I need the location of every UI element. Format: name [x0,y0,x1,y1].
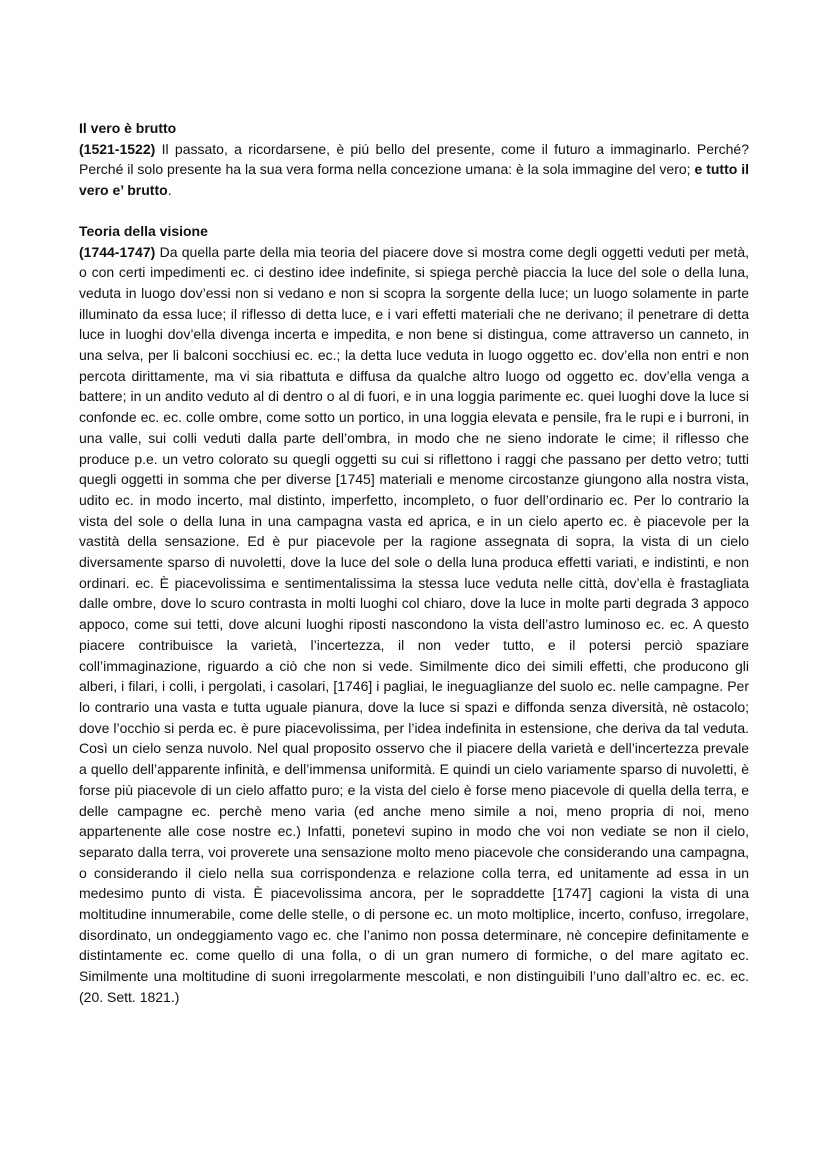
section-heading: Teoria della visione [79,222,208,239]
section-teoria-della-visione [79,221,749,1008]
paragraph-tail: . [167,182,172,199]
section-heading: Il vero è brutto [79,120,177,136]
section-paragraph [79,139,749,201]
page-reference: (1521-1522) [79,140,156,157]
emphasis-text: e tutto il vero e’ brutto [79,161,749,199]
paragraph-text: Il passato, a ricordarsene, è piú bello del presente, come il futuro a immaginarlo. Perché? Perché il solo presente ha la sua vera forma nella concezione umana: è la sola immagine del vero; [79,140,749,178]
document-page [79,118,749,1028]
paragraph-text: Da quella parte della mia teoria del piacere dove si mostra come degli oggetti veduti per metà, o con certi impedimenti ec. ci destino idee indefinite, si spiega perchè piaccia la luce del sole o della luna, veduta in luogo dov’essi non si vedano e non si scopra la sorgente della luce; un luogo solamente in parte illuminato da essa luce; il riflesso di detta luce, e i vari effetti materiali che ne derivano; il penetrare di detta luce in luoghi dov’ella divenga incerta e impedita, e non bene si distingua, come attraverso un canneto, in una selva, per li balconi socchiusi ec. ec.; la detta luce veduta in luogo oggetto ec. dov’ella non entri e non percota dirittamente, ma vi sia ribattuta e diffusa da qualche altro luogo od oggetto ec. dov’ella venga a battere; in un andito veduto al di dentro o al di fuori, e in una loggia parimente ec. quei luoghi dove la luce si confonde ec. ec. colle ombre, come sotto un portico, in una loggia elevata e pensile, fra le rupi e i burroni, in una valle, sui colli veduti dalla parte dell’ombra, in modo che ne sieno indorate le cime; il riflesso che produce p.e. un vetro colorato su quegli oggetti su cui si riflettono i raggi che passano per detto vetro; tutti quegli oggetti in somma che per diverse [1745] materiali e menome circostanze giungono alla nostra vista, udito ec. in modo incerto, mal distinto, imperfetto, incompleto, o fuor dell’ordinario ec. Per lo contrario la vista del sole o della luna in una campagna vasta ed aprica, e in un cielo aperto ec. è piacevole per la vastità della sensazione. Ed è pur piacevole per la ragione assegnata di sopra, la vista di un cielo diversamente sparso di nuvoletti, dove la luce del sole o della luna produca effetti variati, e indistinti, e non ordinari. ec. È piacevolissima e sentimentalissima la stessa luce veduta nelle città, dov’ella è frastagliata dalle ombre, dove lo scuro contrasta in molti luoghi col chiaro, dove la luce in molte parti degrada 3 appoco appoco, come sui tetti, dove alcuni luoghi riposti nascondono la vista dell’astro luminoso ec. ec. A questo piacere contribuisce la varietà, l’incertezza, il non veder tutto, e il potersi perciò spaziare coll’immaginazione, riguardo a ciò che non si vede. Similmente dico dei simili effetti, che producono gli alberi, i filari, i colli, i pergolati, i casolari, [1746] i pagliai, le ineguaglianze del suolo ec. nelle campagne. Per lo contrario una vasta e tutta uguale pianura, dove la luce si spazi e diffonda senza diversità, nè ostacolo; dove l’occhio si perda ec. è pure piacevolissima, per l’idea indefinita in estensione, che deriva da tal veduta. Così un cielo senza nuvolo. Nel qual proposito osservo che il piacere della varietà e dell’incertezza prevale a quello dell’apparente infinità, e dell’immensa uniformità. E quindi un cielo variamente sparso di nuvoletti, è forse più piacevole di un cielo affatto puro; e la vista del cielo è forse meno piacevole di quella della terra, e delle campagne ec. perchè meno varia (ed anche meno simile a noi, meno propria di noi, meno appartenente alle cose nostre ec.) Infatti, ponetevi supino in modo che voi non vediate se non il cielo, separato dalla terra, voi proverete una sensazione molto meno piacevole che considerando una campagna, o considerando il cielo nella sua corrispondenza e relazione colla terra, ed unitamente ad essa in un medesimo punto di vista. È piacevolissima ancora, per le sopraddette [1747] cagioni la vista di una moltitudine innumerabile, come delle stelle, o di persone ec. un moto moltiplice, incerto, confuso, irregolare, disordinato, un ondeggiamento vago ec. che l’animo non possa determinare, nè concepire definitamente e distintamente ec. come quello di una folla, o di un gran numero di formiche, o del mare agitato ec. Similmente una moltitudine di suoni irregolarmente mescolati, e non distinguibili l’uno dall’altro ec. ec. ec. (20. Sett. 1821.) [79,243,749,1005]
section-paragraph [79,242,749,1008]
section-il-vero-e-brutto [79,118,749,201]
page-reference: (1744-1747) [79,243,156,260]
